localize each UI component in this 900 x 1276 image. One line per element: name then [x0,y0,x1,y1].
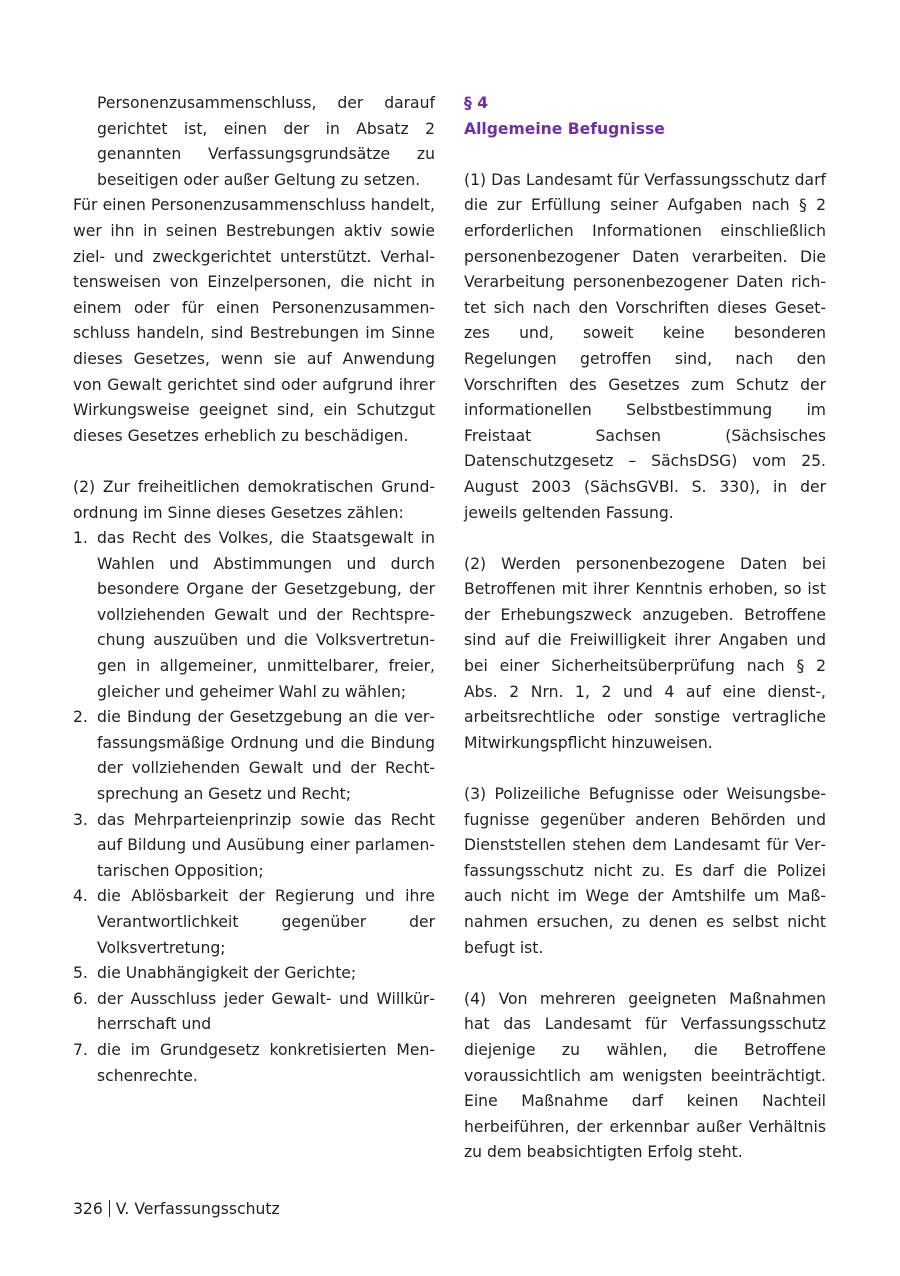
paragraph-2: (2) Werden personenbezogene Daten bei Betroffenen mit ihrer Kenntnis erhoben, so ist der Erhebungszweck anzugeben. Betroffene sind auf die Freiwilligkeit ihrer Angaben und bei einer Sicherheitsüberprüfung nach § 2 Abs. 2 Nrn. 1, 2 und 4 auf eine dienst-, arbeitsrechtliche oder sonstige vertragliche Mitwirkungspflicht hinzuweisen. [464,554,826,752]
list-item-number: 5. [73,964,88,983]
paragraph-2-intro: (2) Zur freiheitlichen demokratischen Grundordnung im Sinne dieses Gesetzes zählen: [73,477,435,522]
list-item-text: das Mehrparteienprinzip sowie das Recht auf Bildung und Ausübung einer parlamentarischen Opposition; [97,810,435,880]
section-title: Allgemeine Befugnisse [464,119,665,138]
paragraph-3: (3) Polizeiliche Befugnisse oder Weisungsbefugnisse gegenüber anderen Behörden und Dienststellen stehen dem Landesamt für Verfassungsschutz nicht zu. Es darf die Polizei auch nicht im Wege der Amtshilfe um Maßnahmen ersuchen, zu denen es selbst nicht befugt ist. [464,785,826,957]
list-item [73,884,435,961]
list-item-text: die Bindung der Gesetzgebung an die verfassungsmäßige Ordnung und die Bindung der vollziehenden Gewalt und der Rechtsprechung an Gesetz und Recht; [97,708,435,804]
list-item [73,1038,435,1089]
list-item-text: die im Grundgesetz konkretisierten Menschenrechte. [97,1040,435,1085]
continued-list-item-text: Personenzusammenschluss, der darauf gerichtet ist, einen der in Absatz 2 genannten Verfassungsgrundsätze zu beseitigen oder außer Geltung zu setzen. [97,94,435,189]
section-number: § 4 [464,94,489,112]
list-item-number: 6. [73,989,88,1008]
list-item-text: das Recht des Volkes, die Staatsgewalt in Wahlen und Abstimmungen und durch besondere Organe der Gesetzgebung, der vollziehenden Gewalt und der Rechtsprechung auszuüben und die Volksvertretungen in allgemeiner, unmittelbarer, freier, gleicher und geheimer Wahl zu wählen; [97,529,435,701]
list-item [73,808,435,885]
list-item-number: 4. [73,887,88,906]
list-item [73,987,435,1038]
page-footer [73,1197,280,1222]
list-item-number: 3. [73,810,88,829]
list-item-number: 2. [73,708,88,727]
paragraph-4: (4) Von mehreren geeigneten Maßnahmen hat das Landesamt für Verfassungsschutz diejenige zu wählen, die Betroffene voraussichtlich am wenigsten beeinträchtigt. Eine Maßnahme darf keinen Nachteil herbeiführen, der erkennbar außer Verhältnis zu dem beabsichtigten Erfolg steht. [464,989,826,1162]
list-item-text: die Unabhängigkeit der Gerichte; [97,964,357,983]
list-item-number: 1. [73,529,88,548]
page-number: 326 [73,1200,103,1218]
list-item-number: 7. [73,1040,88,1059]
list-item-text: der Ausschluss jeder Gewalt- und Willkürherrschaft und [97,989,435,1034]
definition-paragraph: Für einen Personenzusammenschluss handelt, wer ihn in seinen Bestrebungen aktiv sowie ziel- und zweckgerichtet unterstützt. Verhaltensweisen von Einzelpersonen, die nicht in einem oder für einen Personenzusammenschluss handeln, sind Bestrebungen im Sinne dieses Gesetzes, wenn sie auf Anwendung von Gewalt gerichtet sind oder aufgrund ihrer Wirkungsweise geeignet sind, ein Schutzgut dieses Gesetzes erheblich zu beschädigen. [73,196,435,445]
left-column [73,91,435,1089]
right-column [464,91,826,1166]
list-item [73,961,435,987]
list-item [73,526,435,705]
rights-list [73,526,435,1089]
list-item-text: die Ablösbarkeit der Regierung und ihre Verantwortlichkeit gegenüber der Volksvertretung; [97,887,435,957]
list-item [73,705,435,807]
chapter-title: V. Verfassungsschutz [115,1200,280,1218]
paragraph-1: (1) Das Landesamt für Verfassungsschutz darf die zur Erfüllung seiner Aufgaben nach § 2 erforderlichen Informationen einschließlich personenbezogener Daten verarbeiten. Die Verarbeitung personenbezogener Daten richtet sich nach den Vorschriften dieses Gesetzes und, soweit keine besonderen Regelungen getroffen sind, nach den Vorschriften des Gesetzes zum Schutz der informationellen Selbstbestimmung im Freistaat Sachsen (Sächsisches Datenschutzgesetz – SächsDSG) vom 25. August 2003 (SächsGVBl. S. 330), in der jeweils geltenden Fassung. [464,170,826,522]
footer-separator [109,1200,110,1217]
